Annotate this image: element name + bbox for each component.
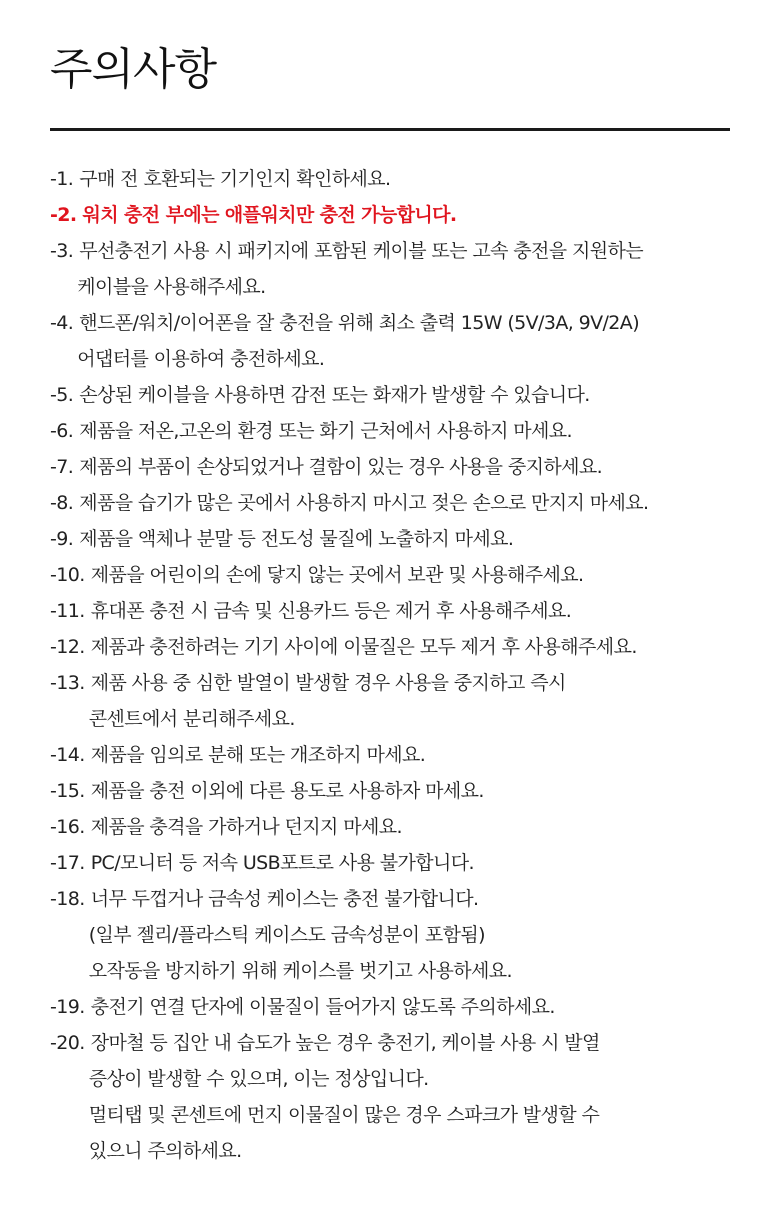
caution-item-text xyxy=(88,881,512,989)
caution-item xyxy=(50,881,750,989)
caution-item-line: 제품 사용 중 심한 발열이 발생할 경우 사용을 중지하고 즉시 xyxy=(90,672,566,694)
caution-item-text xyxy=(79,233,643,305)
caution-item-line: 멀티탭 및 콘센트에 먼지 이물질이 많은 경우 스파크가 발생할 수 xyxy=(88,1104,600,1126)
caution-item-line: 제품을 임의로 분해 또는 개조하지 마세요. xyxy=(90,744,426,766)
caution-item-text xyxy=(88,1025,600,1169)
caution-item xyxy=(50,485,750,521)
caution-item-number: -7. xyxy=(50,456,74,478)
caution-item xyxy=(50,629,750,665)
caution-item-line: 휴대폰 충전 시 금속 및 신용카드 등은 제거 후 사용해주세요. xyxy=(90,600,572,622)
caution-item-number: -16. xyxy=(50,816,85,838)
caution-item-line: 케이블을 사용해주세요. xyxy=(77,276,266,298)
caution-item-text xyxy=(83,197,457,233)
caution-item-text xyxy=(91,773,484,809)
caution-item xyxy=(50,305,750,377)
caution-item xyxy=(50,845,750,881)
caution-item-number: -13. xyxy=(50,672,85,694)
caution-item-text xyxy=(91,809,402,845)
caution-item xyxy=(50,233,750,305)
caution-item-line: 제품을 액체나 분말 등 전도성 물질에 노출하지 마세요. xyxy=(79,528,514,550)
caution-item-line: 핸드폰/워치/이어폰을 잘 충전을 위해 최소 출력 15W (5V/3A, 9V/2A) xyxy=(79,312,640,334)
caution-item xyxy=(50,1025,750,1169)
title-divider xyxy=(50,128,730,131)
caution-item-line: 워치 충전 부에는 애플워치만 충전 가능합니다. xyxy=(82,204,457,226)
caution-item-line: 제품을 습기가 많은 곳에서 사용하지 마시고 젖은 손으로 만지지 마세요. xyxy=(79,492,649,514)
caution-item-number: -14. xyxy=(50,744,85,766)
caution-item-line: 오작동을 방지하기 위해 케이스를 벗기고 사용하세요. xyxy=(88,960,512,982)
caution-item xyxy=(50,449,750,485)
caution-item xyxy=(50,989,750,1025)
caution-item-line: PC/모니터 등 저속 USB포트로 사용 불가합니다. xyxy=(90,852,474,874)
caution-item-line: 증상이 발생할 수 있으며, 이는 정상입니다. xyxy=(88,1068,429,1090)
caution-item-line: 제품을 충전 이외에 다른 용도로 사용하자 마세요. xyxy=(90,780,484,802)
caution-item-text xyxy=(91,593,572,629)
caution-item-number: -11. xyxy=(50,600,85,622)
caution-item-line: 있으니 주의하세요. xyxy=(88,1140,242,1162)
caution-item-text xyxy=(79,377,590,413)
page-title: 주의사항 xyxy=(50,44,217,95)
caution-item-number: -15. xyxy=(50,780,85,802)
caution-item xyxy=(50,161,750,197)
caution-item-number: -1. xyxy=(50,168,74,190)
caution-item-number: -2. xyxy=(50,204,77,226)
caution-item-line: 충전기 연결 단자에 이물질이 들어가지 않도록 주의하세요. xyxy=(90,996,555,1018)
caution-item-text xyxy=(91,557,584,593)
caution-item xyxy=(50,593,750,629)
caution-item-number: -9. xyxy=(50,528,74,550)
caution-item xyxy=(50,809,750,845)
caution-item-number: -6. xyxy=(50,420,74,442)
caution-item-line: (일부 젤리/플라스틱 케이스도 금속성분이 포함됨) xyxy=(88,924,485,946)
caution-item-line: 제품을 충격을 가하거나 던지지 마세요. xyxy=(90,816,402,838)
caution-item-number: -5. xyxy=(50,384,74,406)
caution-item-line: 손상된 케이블을 사용하면 감전 또는 화재가 발생할 수 있습니다. xyxy=(79,384,590,406)
caution-item-text xyxy=(79,413,572,449)
caution-item-line: 장마철 등 집안 내 습도가 높은 경우 충전기, 케이블 사용 시 발열 xyxy=(90,1032,600,1054)
caution-item-number: -3. xyxy=(50,240,74,262)
caution-item-text xyxy=(79,485,648,521)
caution-item-text xyxy=(91,845,474,881)
caution-item xyxy=(50,557,750,593)
caution-item-number: -10. xyxy=(50,564,85,586)
caution-item-number: -18. xyxy=(50,888,85,910)
caution-item-text xyxy=(91,989,555,1025)
caution-item xyxy=(50,197,750,233)
caution-item-line: 제품의 부품이 손상되었거나 결함이 있는 경우 사용을 중지하세요. xyxy=(79,456,603,478)
caution-item-line: 어댑터를 이용하여 충전하세요. xyxy=(77,348,325,370)
caution-item-text xyxy=(79,161,390,197)
caution-item-text xyxy=(79,305,639,377)
caution-item-number: -8. xyxy=(50,492,74,514)
caution-item-line: 제품을 어린이의 손에 닿지 않는 곳에서 보관 및 사용해주세요. xyxy=(90,564,584,586)
caution-item-line: 너무 두껍거나 금속성 케이스는 충전 불가합니다. xyxy=(90,888,479,910)
caution-item xyxy=(50,737,750,773)
caution-item-number: -12. xyxy=(50,636,85,658)
caution-item-text xyxy=(91,629,637,665)
caution-item xyxy=(50,521,750,557)
caution-item xyxy=(50,413,750,449)
caution-item-line: 무선충전기 사용 시 패키지에 포함된 케이블 또는 고속 충전을 지원하는 xyxy=(79,240,644,262)
caution-item-line: 제품과 충전하려는 기기 사이에 이물질은 모두 제거 후 사용해주세요. xyxy=(90,636,637,658)
caution-item-number: -19. xyxy=(50,996,85,1018)
caution-item-line: 구매 전 호환되는 기기인지 확인하세요. xyxy=(79,168,391,190)
caution-item-line: 제품을 저온,고온의 환경 또는 화기 근처에서 사용하지 마세요. xyxy=(79,420,572,442)
caution-item-number: -20. xyxy=(50,1032,85,1054)
caution-item-text xyxy=(79,521,513,557)
caution-item-number: -4. xyxy=(50,312,74,334)
caution-item-text xyxy=(79,449,602,485)
caution-item xyxy=(50,377,750,413)
caution-item-line: 콘센트에서 분리해주세요. xyxy=(88,708,295,730)
caution-item-text xyxy=(88,665,566,737)
caution-item-number: -17. xyxy=(50,852,85,874)
caution-item xyxy=(50,665,750,737)
caution-item xyxy=(50,773,750,809)
caution-item-text xyxy=(91,737,425,773)
caution-list xyxy=(50,161,750,1169)
